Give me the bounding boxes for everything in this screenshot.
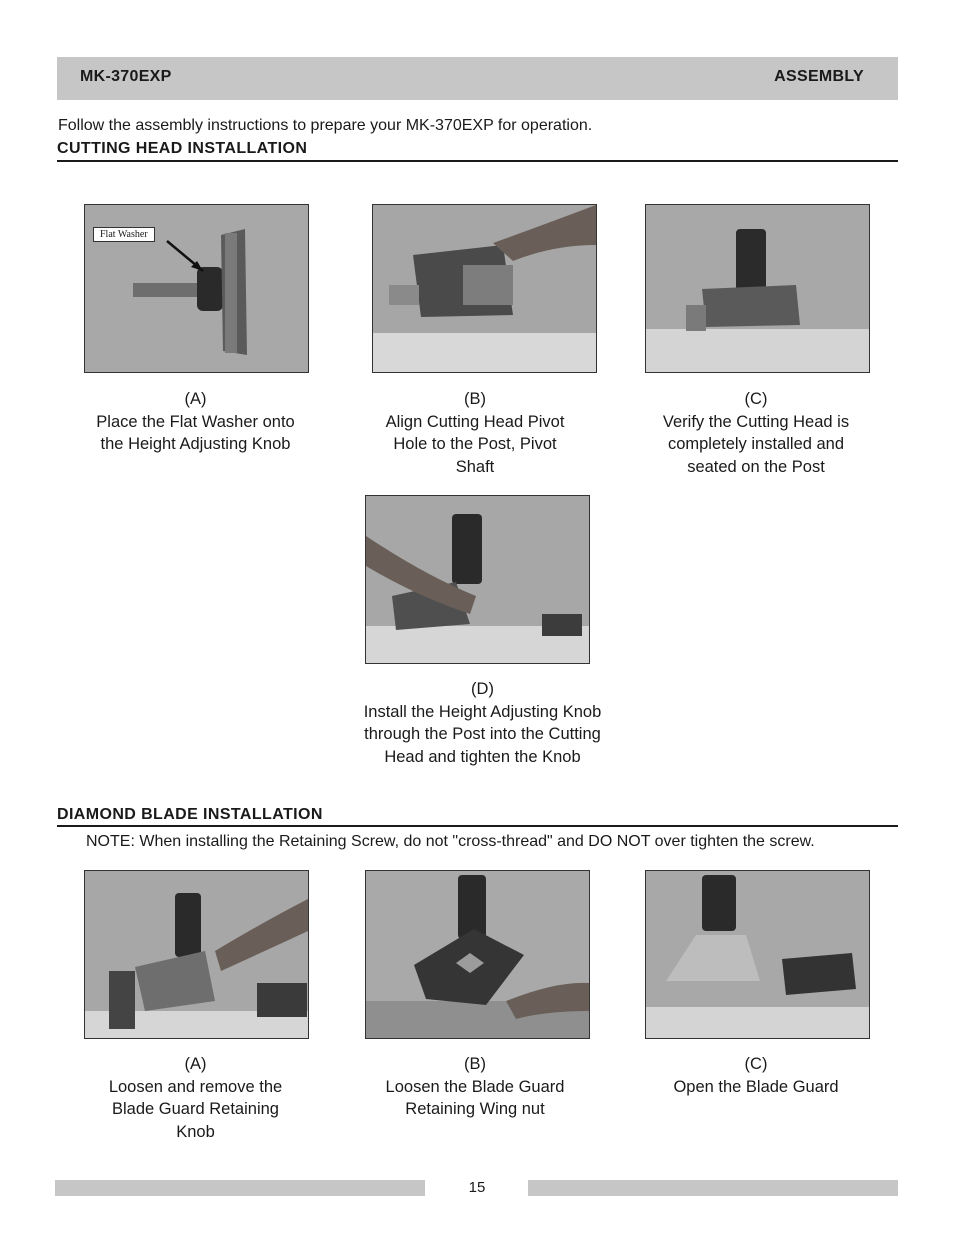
photo-flat-washer	[84, 204, 309, 373]
page-number: 15	[468, 1179, 486, 1196]
section-rule-2	[57, 825, 898, 827]
photo-verify-cutting-head	[645, 204, 870, 373]
photo-install-knob	[365, 495, 590, 664]
cutting-head-title: CUTTING HEAD INSTALLATION	[57, 140, 308, 157]
caption-cutting-c: (C) Verify the Cutting Head is completely installed and seated on the Post	[662, 390, 850, 476]
flat-washer-callout: Flat Washer	[93, 227, 155, 242]
header-bar	[57, 57, 898, 100]
model-name: MK-370EXP	[80, 68, 172, 85]
caption-cutting-a: (A) Place the Flat Washer onto the Height Adjusting Knob	[96, 390, 295, 453]
photo-align-cutting-head	[372, 204, 597, 373]
diamond-blade-title: DIAMOND BLADE INSTALLATION	[57, 806, 323, 823]
caption-cutting-d: (D) Install the Height Adjusting Knob through the Post into the Cutting Head and tighten the Knob	[363, 680, 602, 766]
note-text: NOTE: When installing the Retaining Screw, do not "cross-thread" and DO NOT over tighten the screw.	[86, 833, 815, 850]
section-rule	[57, 160, 898, 162]
caption-blade-c: (C) Open the Blade Guard	[673, 1055, 839, 1096]
footer-bar-right	[528, 1180, 898, 1196]
photo-loosen-wing-nut	[365, 870, 590, 1039]
caption-cutting-b: (B) Align Cutting Head Pivot Hole to the Post, Pivot Shaft	[385, 390, 565, 476]
caption-blade-b: (B) Loosen the Blade Guard Retaining Wing nut	[385, 1055, 565, 1118]
footer-bar-left	[55, 1180, 425, 1196]
section-name: ASSEMBLY	[774, 68, 864, 85]
intro-text: Follow the assembly instructions to prepare your MK-370EXP for operation.	[58, 117, 593, 134]
photo-remove-retaining-knob	[84, 870, 309, 1039]
photo-open-blade-guard	[645, 870, 870, 1039]
caption-blade-a: (A) Loosen and remove the Blade Guard Retaining Knob	[108, 1055, 283, 1141]
